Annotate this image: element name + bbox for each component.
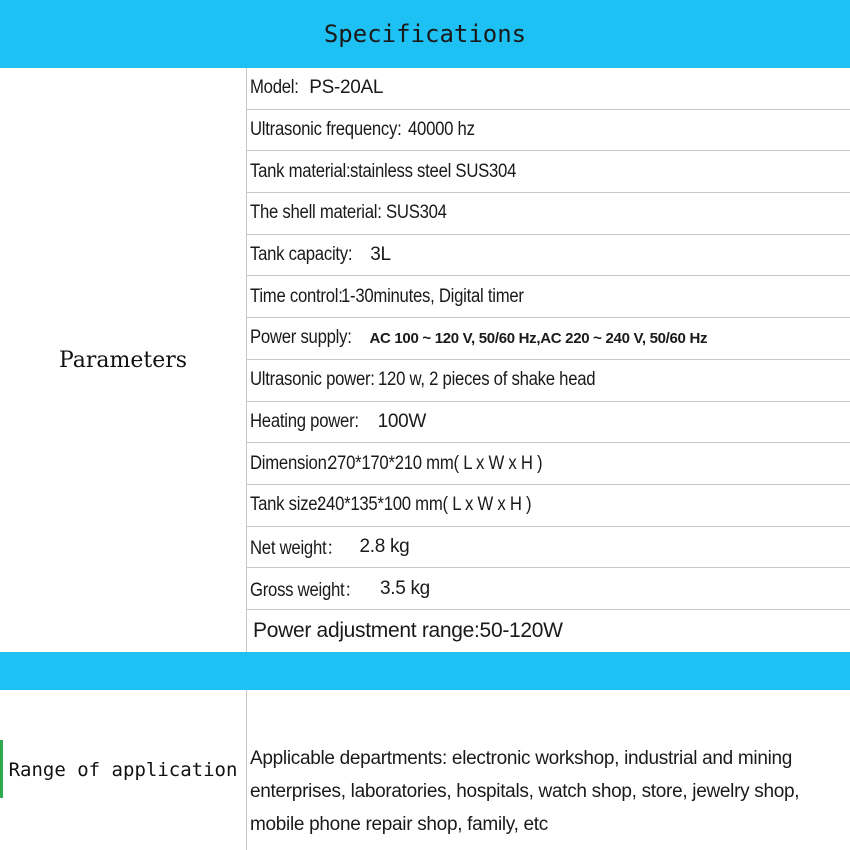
parameters-rows [247, 68, 850, 652]
spec-row [247, 151, 850, 193]
spec-value: 3.5 kg [379, 577, 430, 599]
spec-value: stainless steel SUS304 [350, 160, 517, 182]
spec-key: Tank size: [250, 494, 322, 516]
parameters-section [0, 68, 850, 652]
spec-value: AC 100 ~ 120 V, 50/60 Hz,AC 220 ~ 240 V, 50/60 Hz [369, 329, 708, 347]
spec-row [247, 485, 850, 527]
spec-value: 2.8 kg [359, 535, 410, 557]
spec-value: SUS304 [385, 202, 447, 224]
spec-row [247, 402, 850, 444]
spec-row [247, 527, 850, 569]
spec-value: 100W [377, 410, 427, 432]
range-label-cell [0, 690, 247, 850]
section-divider-band [0, 652, 850, 690]
spec-key: Gross weight： [250, 580, 361, 602]
spec-key: Ultrasonic power: [250, 369, 375, 391]
spec-key: Ultrasonic frequency: [250, 119, 402, 141]
range-label: Range of application [8, 759, 238, 781]
spec-value: 40000 hz [408, 119, 475, 141]
spec-value: PS-20AL [309, 77, 384, 99]
spec-header [0, 0, 850, 68]
spec-row [247, 276, 850, 318]
range-section [0, 690, 850, 850]
spec-row [247, 235, 850, 277]
spec-value: 1-30minutes, Digital timer [341, 285, 524, 307]
spec-title: Specifications [323, 20, 527, 48]
spec-row [247, 318, 850, 360]
parameters-label-cell [0, 68, 247, 652]
spec-row [247, 443, 850, 485]
spec-key: Dimension: [250, 452, 332, 474]
spec-row [247, 110, 850, 152]
spec-key: Power supply: [250, 327, 352, 349]
spec-key: The shell material: [250, 202, 382, 224]
parameters-label: Parameters [58, 347, 188, 373]
power-adjustment-row: Power adjustment range:50-120W [253, 618, 563, 642]
spec-key: Model: [250, 77, 299, 99]
spec-value: 270*170*210 mm( L x W x H ) [328, 452, 543, 474]
spec-row [247, 360, 850, 402]
spec-row [247, 193, 850, 235]
spec-key: Time control: [250, 285, 343, 307]
spec-key: Tank material: [250, 160, 351, 182]
spec-value: 120 w, 2 pieces of shake head [377, 369, 595, 391]
spec-key: Tank capacity: [250, 244, 353, 266]
spec-key: Heating power: [250, 410, 359, 432]
spec-value: 3L [370, 244, 391, 266]
spec-value: 240*135*100 mm( L x W x H ) [317, 494, 532, 516]
spec-key: Net weight： [250, 538, 343, 560]
spec-row [247, 568, 850, 610]
spec-row [247, 68, 850, 110]
range-description: Applicable departments: electronic workshop, industrial and mining enterprises, laboratories, hospitals, watch shop, store, jewelry shop, mobile phone repair shop, family, etc [250, 748, 800, 835]
